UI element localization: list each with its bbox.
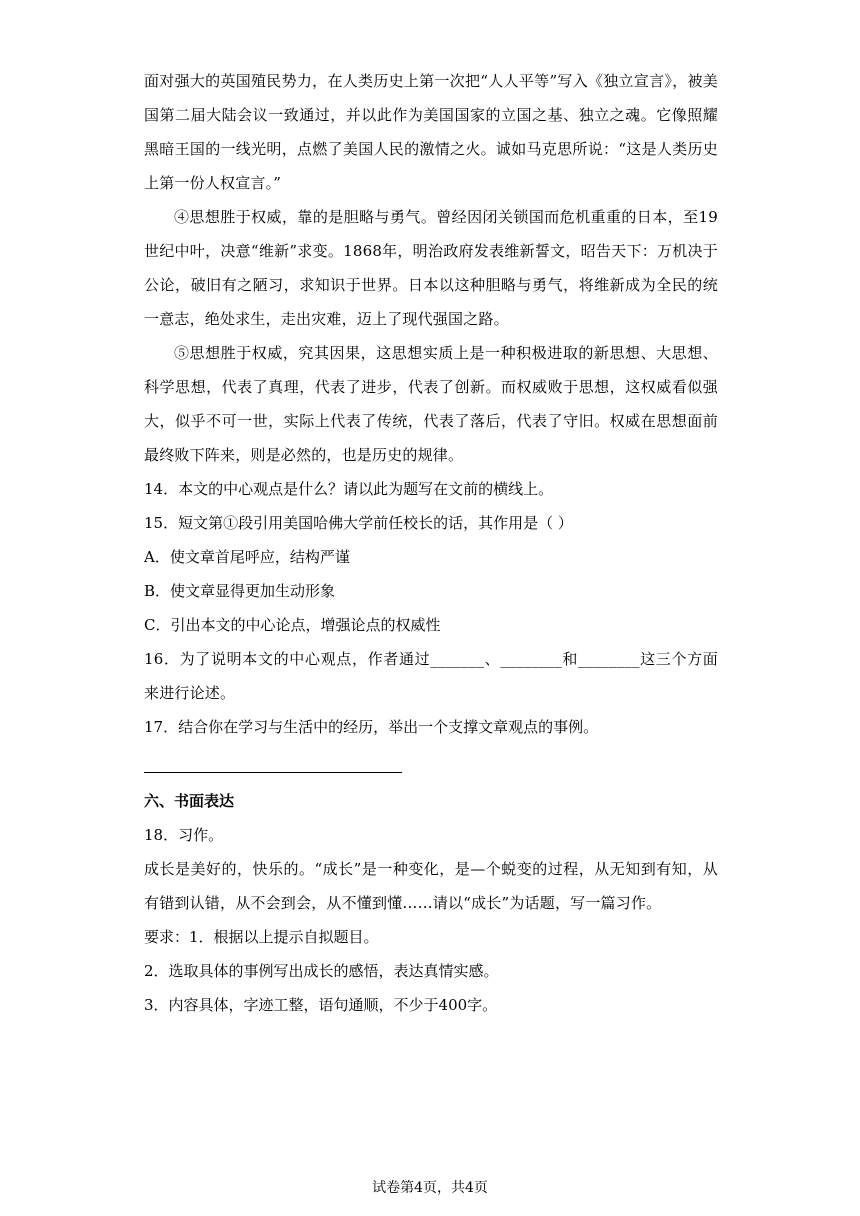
answer-underline xyxy=(144,772,402,773)
writing-requirement-2: 2．选取具体的事例写出成长的感悟，表达真情实感。 xyxy=(144,962,499,980)
question-14: 14．本文的中心观点是什么？请以此为题写在文前的横线上。 xyxy=(144,480,554,498)
writing-requirement-1: 要求：1．根据以上提示自拟题目。 xyxy=(144,928,379,946)
section-title-writing: 六、书面表达 xyxy=(144,792,235,810)
question-15-option-c: C．引出本文的中心论点，增强论点的权威性 xyxy=(144,616,441,634)
question-15: 15．短文第①段引用美国哈佛大学前任校长的话，其作用是（ ） xyxy=(144,514,573,532)
writing-prompt: 成长是美好的，快乐的。“成长”是一种变化，是—个蜕变的过程，从无知到有知，从有错到认错，从不会到会，从不懂到懂……请以“成长”为话题，写一篇习作。 xyxy=(144,860,718,912)
page-footer: 试卷第4页，共4页 xyxy=(372,1180,488,1196)
passage-paragraph-3-continued: 面对强大的英国殖民势力，在人类历史上第一次把“人人平等”写入《独立宣言》，被美国第二届大陆会议一致通过，并以此作为美国国家的立国之基、独立之魂。它像照耀黑暗王国的一线光明，点燃了美国人民的激情之火。诚如马克思所说：“这是人类历史上第一份人权宣言。” xyxy=(144,72,718,192)
question-16: 16．为了说明本文的中心观点，作者通过_______、________和________这三个方面来进行论述。 xyxy=(144,650,718,702)
question-17: 17．结合你在学习与生活中的经历，举出一个支撑文章观点的事例。 xyxy=(144,718,599,736)
question-15-option-b: B．使文章显得更加生动形象 xyxy=(144,582,336,600)
question-18: 18．习作。 xyxy=(144,826,224,844)
question-17-answer-line[interactable] xyxy=(144,744,718,778)
page-content xyxy=(144,64,718,1022)
passage-paragraph-4: ④思想胜于权威，靠的是胆略与勇气。曾经因闭关锁国而危机重重的日本，至19世纪中叶，决意“维新”求变。1868年，明治政府发表维新誓文，昭告天下：万机决于公论，破旧有之陋习，求知识于世界。日本以这种胆略与勇气，将维新成为全民的统一意志，绝处求生，走出灾难，迈上了现代强国之路。 xyxy=(144,208,718,328)
question-15-option-a: A．使文章首尾呼应，结构严谨 xyxy=(144,548,350,566)
writing-requirement-3: 3．内容具体，字迹工整，语句通顺，不少于400字。 xyxy=(144,996,498,1014)
passage-paragraph-5: ⑤思想胜于权威，究其因果，这思想实质上是一种积极进取的新思想、大思想、科学思想，代表了真理，代表了进步，代表了创新。而权威败于思想，这权威看似强大，似乎不可一世，实际上代表了传统，代表了落后，代表了守旧。权威在思想面前最终败下阵来，则是必然的，也是历史的规律。 xyxy=(144,344,718,464)
